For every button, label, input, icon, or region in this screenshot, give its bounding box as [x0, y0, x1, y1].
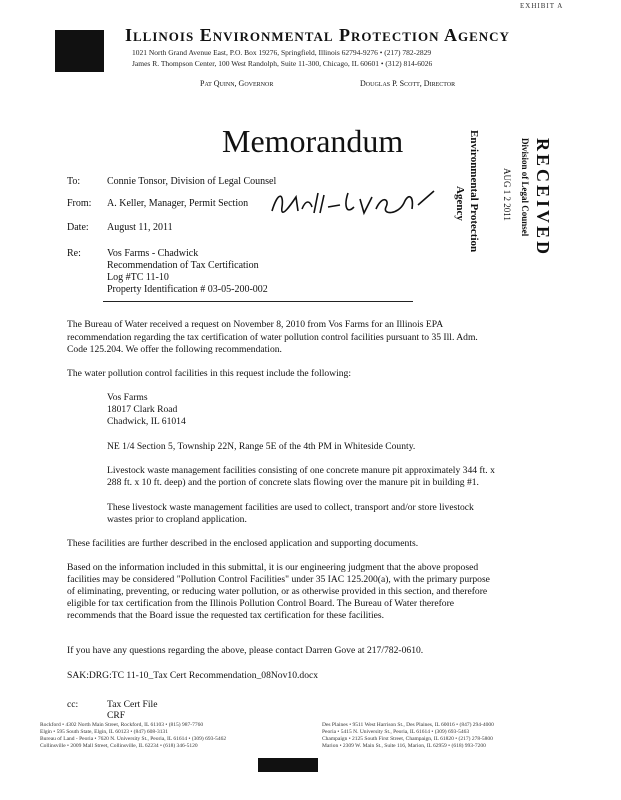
cc-label: cc:: [67, 699, 79, 710]
footer-office: Rockford • 4302 North Main Street, Rockford, IL 61103 • (815) 987-7760: [40, 722, 204, 728]
re-label: Re:: [67, 248, 81, 259]
exhibit-label: EXHIBIT A: [520, 2, 564, 10]
paragraph-line: Code 125.204. We offer the following recommendation.: [67, 344, 282, 355]
purpose-line: These livestock waste management facilities are used to collect, transport and/or store livestock: [107, 502, 474, 513]
applicant-line: Vos Farms: [107, 392, 148, 403]
footer-office: Elgin • 595 South State, Elgin, IL 60123 • (847) 608-3131: [40, 729, 168, 735]
applicant-line: Chadwick, IL 61014: [107, 416, 186, 427]
agency-logo: [55, 30, 104, 72]
footer-office: Champaign • 2125 South First Street, Champaign, IL 61820 • (217) 278-5800: [322, 736, 493, 742]
re-line: Property Identification # 03-05-200-002: [107, 284, 268, 295]
paragraph-line: The Bureau of Water received a request on November 8, 2010 from Vos Farms for an Illinois EPA: [67, 319, 444, 330]
header-rule: [103, 301, 413, 302]
from-value: A. Keller, Manager, Permit Section: [107, 198, 249, 209]
received-stamp: RECEIVED: [533, 138, 553, 258]
re-line: Log #TC 11-10: [107, 272, 169, 283]
paragraph-line: recommends that the Board issue the requested tax certification for these facilities.: [67, 610, 385, 621]
paragraph-line: recommendation regarding the tax certification of water pollution control facilities pursuant to 35 Ill. Adm.: [67, 332, 478, 343]
cc-item: Tax Cert File: [107, 699, 158, 710]
address-line-1: 1021 North Grand Avenue East, P.O. Box 19276, Springfield, Illinois 62794-9276 • (217) 782-2829: [132, 48, 432, 57]
footer-office: Marion • 2309 W. Main St., Suite 116, Marion, IL 62959 • (618) 993-7200: [322, 743, 486, 749]
footer-office: Collinsville • 2009 Mall Street, Collinsville, IL 62234 • (618) 346-5120: [40, 743, 198, 749]
livestock-line: Livestock waste management facilities consisting of one concrete manure pit approximately 344 ft. x: [107, 465, 495, 476]
re-line: Vos Farms - Chadwick: [107, 248, 199, 259]
file-reference: SAK:DRG:TC 11-10_Tax Cert Recommendation_08Nov10.docx: [67, 670, 319, 681]
footer-office: Des Plaines • 9511 West Harrison St., Des Plaines, IL 60016 • (847) 294-4000: [322, 722, 494, 728]
from-label: From:: [67, 198, 92, 209]
livestock-line: 288 ft. x 10 ft. deep) and the portion of concrete slats flowing over the manure pit in building #1.: [107, 477, 479, 488]
to-value: Connie Tonsor, Division of Legal Counsel: [107, 176, 277, 187]
footer-redaction: [258, 758, 318, 772]
re-line: Recommendation of Tax Certification: [107, 260, 259, 271]
stamp-date: AUG 1 2 2011: [502, 168, 512, 221]
date-label: Date:: [67, 222, 89, 233]
division-stamp: Division of Legal Counsel: [520, 138, 530, 237]
memo-title: Memorandum: [222, 123, 404, 159]
to-label: To:: [67, 176, 81, 187]
paragraph-line: facilities may be considered "Pollution Control Facilities" under 35 IAC 125.200(a), with the primary purpose: [67, 574, 490, 585]
agency-stamp-2: Agency: [454, 186, 466, 221]
footer-office: Peoria • 5415 N. University St., Peoria, IL 61614 • (309) 693-5463: [322, 729, 470, 735]
paragraph-line: of eliminating, preventing, or reducing water pollution, or as otherwise provided in this section, and therefore: [67, 586, 488, 597]
footer-right: [322, 722, 494, 750]
paragraph-line: If you have any questions regarding the above, please contact Darren Gove at 217/782-0610.: [67, 645, 424, 656]
agency-name: Illinois Environmental Protection Agency: [125, 25, 510, 45]
paragraph-line: Based on the information included in this submittal, it is our engineering judgment that the above proposed: [67, 562, 479, 573]
address-line-2: James R. Thompson Center, 100 West Randolph, Suite 11-300, Chicago, IL 60601 • (312) 814-6026: [132, 59, 433, 68]
location-line: NE 1/4 Section 5, Township 22N, Range 5E of the 4th PM in Whiteside County.: [107, 441, 416, 452]
footer-left: [40, 722, 226, 750]
director: Douglas P. Scott, Director: [360, 79, 456, 88]
signature: [268, 185, 438, 221]
paragraph-line: These facilities are further described in the enclosed application and supporting documents.: [67, 538, 419, 549]
governor: Pat Quinn, Governor: [200, 79, 274, 88]
date-value: August 11, 2011: [107, 222, 173, 233]
agency-stamp-1: Environmental Protection: [468, 130, 480, 253]
purpose-line: wastes prior to cropland application.: [107, 514, 247, 525]
applicant-line: 18017 Clark Road: [107, 404, 178, 415]
paragraph-line: The water pollution control facilities in this request include the following:: [67, 368, 352, 379]
cc-item: CRF: [107, 710, 126, 721]
paragraph-line: eligible for tax certification from the Illinois Pollution Control Board. The Bureau of Water therefore: [67, 598, 455, 609]
footer-office: Bureau of Land - Peoria • 7620 N. University St., Peoria, IL 61614 • (309) 693-5462: [40, 736, 227, 742]
